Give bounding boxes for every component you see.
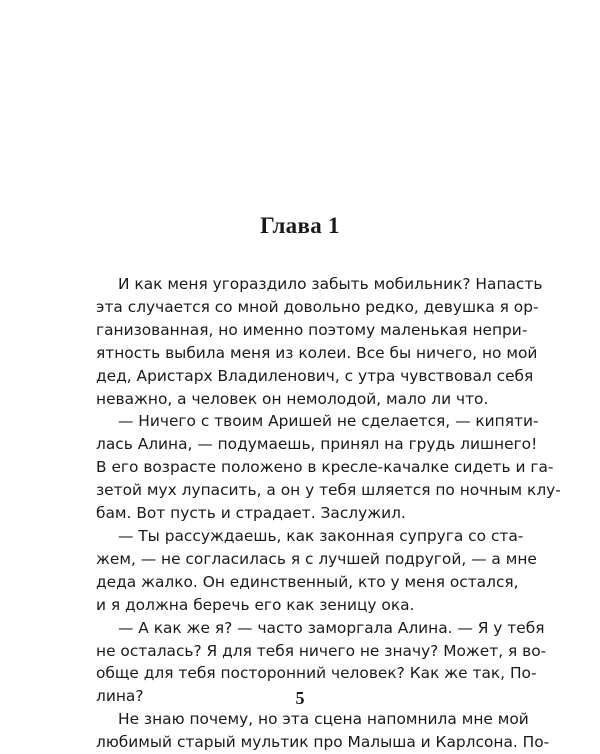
text-line: жем, — не согласилась я с лучшей подругой, — а мне	[96, 549, 537, 568]
text-line: и я должна беречь его как зеницу ока.	[96, 595, 415, 614]
text-line: лина?	[96, 687, 144, 706]
text-line: обще для тебя посторонний человек? Как же так, По-	[96, 664, 537, 683]
text-line: деда жалко. Он единственный, кто у меня остался,	[96, 572, 519, 591]
paragraph	[96, 708, 550, 754]
text-line: зетой мух лупасить, а он у тебя шляется по ночным клу-	[96, 481, 561, 500]
text-line: — А как же я? — часто заморгала Алина. — Я у тебя	[118, 618, 545, 637]
text-line: И как меня угораздило забыть мобильник? Напасть	[118, 275, 543, 293]
text-line: неважно, а человек он немолодой, мало ли что.	[96, 389, 489, 408]
text-line: В его возрасте положено в кресле-качалке сидеть и га-	[96, 458, 554, 477]
text-line: Не знаю почему, но эта сцена напомнила мне мой	[118, 710, 529, 729]
text-line: ганизованная, но именно поэтому маленькая непри-	[96, 320, 528, 339]
text-line: дед, Аристарх Владиленович, с утра чувствовал себя	[96, 366, 534, 385]
chapter-body-text	[96, 273, 561, 754]
text-line: не осталась? Я для тебя ничего не значу? Может, я во-	[96, 641, 547, 660]
paragraph	[96, 525, 537, 617]
text-line: любимый старый мультик про Малыша и Карлсона. По-	[96, 733, 550, 752]
text-line: — Ничего с твоим Аришей не сделается, — кипяти-	[118, 412, 539, 431]
paragraph	[96, 273, 543, 410]
page-number: 5	[295, 688, 305, 708]
text-line: ятность выбила меня из колеи. Все бы ничего, но мой	[96, 343, 538, 362]
text-line: бам. Вот пусть и страдает. Заслужил.	[96, 504, 406, 523]
paragraph	[96, 410, 561, 525]
chapter-title: Глава 1	[260, 213, 340, 238]
text-line: эта случается со мной довольно редко, девушка я ор-	[96, 297, 539, 316]
text-line: лась Алина, — подумаешь, принял на грудь лишнего!	[96, 435, 538, 454]
text-line: — Ты рассуждаешь, как законная супруга со ста-	[118, 526, 524, 545]
